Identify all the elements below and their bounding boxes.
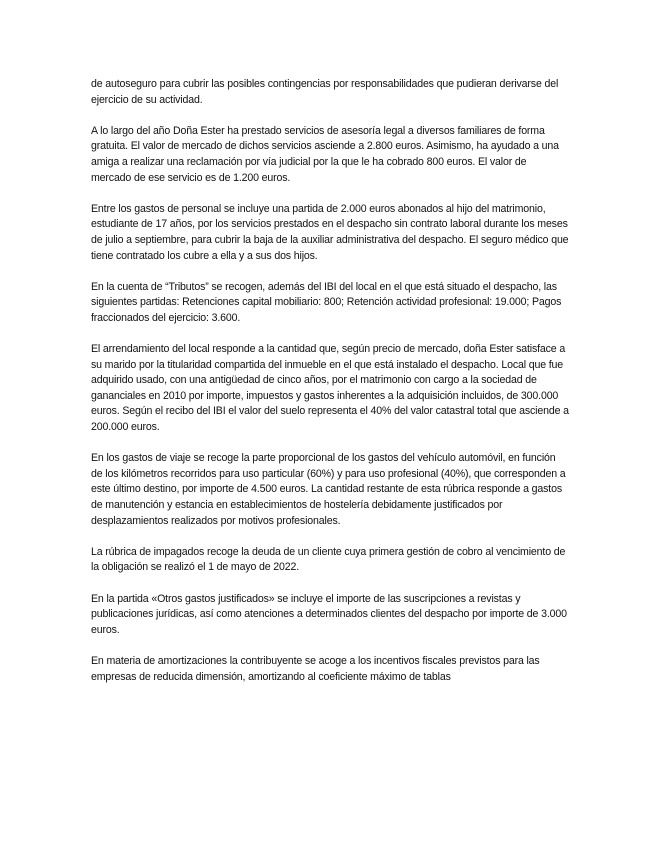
paragraph-amortization: En materia de amortizaciones la contribuyente se acoge a los incentivos fiscales previstos para las empresas de reducida dimensión, amortizando al coeficiente máximo de tablas (91, 654, 540, 683)
paragraph-personnel-expenses: Entre los gastos de personal se incluye una partida de 2.000 euros abonados al hijo del matrimonio, estudiante de 17 años, por los servicios prestados en el despacho sin contrato laboral durante los meses de julio a septiembre, para cubrir la baja de la auxiliar administrativa del despacho. El seguro médico que tiene contratado los cubre a ella y a sus dos hijos. (91, 202, 569, 262)
paragraph-lease: El arrendamiento del local responde a la cantidad que, según precio de mercado, doña Ester satisface a su marido por la titularidad compartida del inmueble en el que está instalado el despacho. Local que fue adquirido usado, con una antigüedad de cinco años, por el matrimonio con cargo a la sociedad de gananciales en 2010 por importe, impuestos y gastos inherentes a la adquisición incluidos, de 300.000 euros. Según el recibo del IBI el valor del suelo representa el 40% del valor catastral total que asciende a 200.000 euros. (91, 343, 569, 434)
paragraph-other-expenses: En la partida «Otros gastos justificados» se incluye el importe de las suscripciones a revistas y publicaciones jurídicas, así como atenciones a determinados clientes del despacho por importe de 3.000 euros. (91, 592, 567, 636)
document-page (91, 77, 569, 701)
paragraph-travel-expenses: En los gastos de viaje se recoge la parte proporcional de los gastos del vehículo automóvil, en función de los kilómetros recorridos para uso particular (60%) y para uso profesional (40%), que corresponden a este último destino, por importe de 4.500 euros. La cantidad restante de esta rúbrica responde a gastos de manutención y estancia en establecimientos de hostelería debidamente justificados por desplazamientos realizados por motivos profesionales. (91, 452, 566, 527)
paragraph-unpaid-debts: La rúbrica de impagados recoge la deuda de un cliente cuya primera gestión de cobro al vencimiento de la obligación se realizó el 1 de mayo de 2022. (91, 545, 566, 574)
paragraph-taxes: En la cuenta de “Tributos” se recogen, además del IBI del local en el que está situado el despacho, las siguientes partidas: Retenciones capital mobiliario: 800; Retención actividad profesional: 19.000; Pagos fraccionados del ejercicio: 3.600. (91, 280, 562, 324)
paragraph-self-insurance: de autoseguro para cubrir las posibles contingencias por responsabilidades que pudieran derivarse del ejercicio de su actividad. (91, 78, 559, 106)
paragraph-legal-services: A lo largo del año Doña Ester ha prestado servicios de asesoría legal a diversos familiares de forma gratuita. El valor de mercado de dichos servicios asciende a 2.800 euros. Asimismo, ha ayudado a una amiga a realizar una reclamación por vía judicial por la que le ha cobrado 800 euros. El valor de mercado de ese servicio es de 1.200 euros. (91, 124, 559, 184)
